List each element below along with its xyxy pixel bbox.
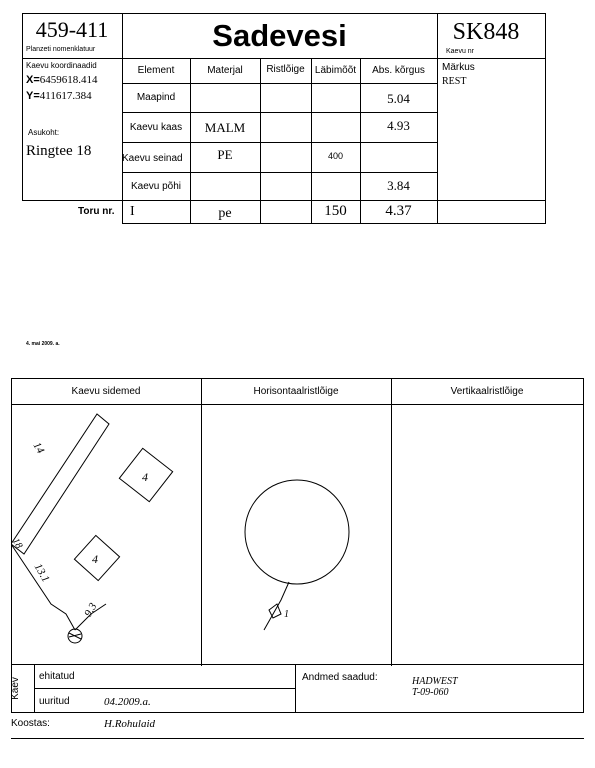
row-cover-material: MALM [204, 120, 246, 135]
pipe-line-upper [11, 414, 109, 554]
coord-x-prefix: X= [26, 74, 40, 86]
row-bottom-elevation: 3.84 [387, 178, 410, 193]
footer [0, 664, 595, 744]
row-cover-elevation: 4.93 [387, 118, 410, 133]
col-header-material: Materjal [207, 65, 243, 76]
row-label-ground: Maapind [136, 92, 176, 103]
sketch-label-18: 18 [9, 536, 25, 551]
surveyed-label: uuritud [39, 696, 70, 707]
sheet-number: 459-411 [35, 17, 109, 42]
sketch-label-9-3: 9.3 [82, 601, 100, 619]
remarks-value: REST [442, 76, 467, 87]
sketch-label-14: 14 [30, 440, 47, 456]
panel-title-connections: Kaevu sidemed [71, 385, 141, 397]
surveyed-value: 04.2009.a. [104, 696, 151, 708]
coord-y-value: 411617.384 [39, 90, 92, 102]
date-note: 4. mai 2009. a. [26, 341, 60, 347]
sketch-panels [0, 378, 595, 668]
location-label: Asukoht: [28, 128, 60, 137]
kaev-label: Kaev [9, 677, 21, 700]
box-label-2: 4 [92, 552, 98, 566]
pipe-elevation: 4.37 [385, 203, 412, 219]
pipe-label: Toru nr. [78, 206, 115, 217]
pipe-diameter: 150 [324, 203, 347, 219]
row-walls-material: PE [217, 147, 233, 162]
data-source-code: T-09-060 [412, 687, 449, 698]
built-label: ehitatud [39, 671, 75, 682]
pipe-number: I [130, 204, 135, 219]
remarks-label: Märkus [442, 62, 475, 73]
coords-label: Kaevu koordinaadid [26, 61, 97, 70]
coord-y [26, 90, 92, 102]
row-label-cover: Kaevu kaas [129, 121, 183, 133]
panel-title-vertical: Vertikaalristlõige [450, 385, 524, 397]
coord-x-value: 6459618.414 [39, 74, 98, 86]
col-header-element: Element [137, 65, 175, 76]
col-header-diameter: Läbimõõt [314, 65, 357, 76]
col-header-cross-section: Ristlõige [266, 63, 305, 75]
pipe-line-lower [11, 544, 75, 630]
outlet-pipe-mark: 1 [284, 609, 289, 620]
data-source-label: Andmed saadud: [302, 672, 378, 683]
row-label-bottom: Kaevu põhi [130, 180, 182, 192]
pipe-material: pe [218, 206, 232, 221]
page-title: Sadevesi [212, 18, 347, 53]
row-walls-diameter: 400 [327, 151, 344, 161]
row-ground-elevation: 5.04 [387, 91, 410, 106]
well-id: SK848 [452, 18, 520, 45]
well-data-form [0, 0, 595, 230]
horizontal-section-sketch [201, 404, 391, 666]
box-label-1: 4 [142, 470, 148, 484]
well-label: Kaevu nr [446, 48, 475, 55]
panel-title-horizontal: Horisontaalristlõige [253, 385, 339, 397]
row-label-walls: Kaevu seinad [122, 153, 183, 164]
well-circle [245, 480, 349, 584]
outlet-pipe [264, 582, 289, 630]
coord-y-prefix: Y= [26, 90, 40, 102]
coord-x [26, 74, 98, 86]
author-label: Koostas: [11, 718, 50, 729]
col-header-elevation: Abs. kõrgus [372, 65, 425, 76]
sheet-label: Planzeti nomenklatuur [26, 46, 96, 53]
data-source-value: HADWEST [412, 676, 458, 687]
location-value: Ringtee 18 [26, 143, 92, 159]
sketch-label-13-1: 13.1 [31, 561, 52, 585]
author-value: H.Rohulaid [104, 718, 156, 730]
